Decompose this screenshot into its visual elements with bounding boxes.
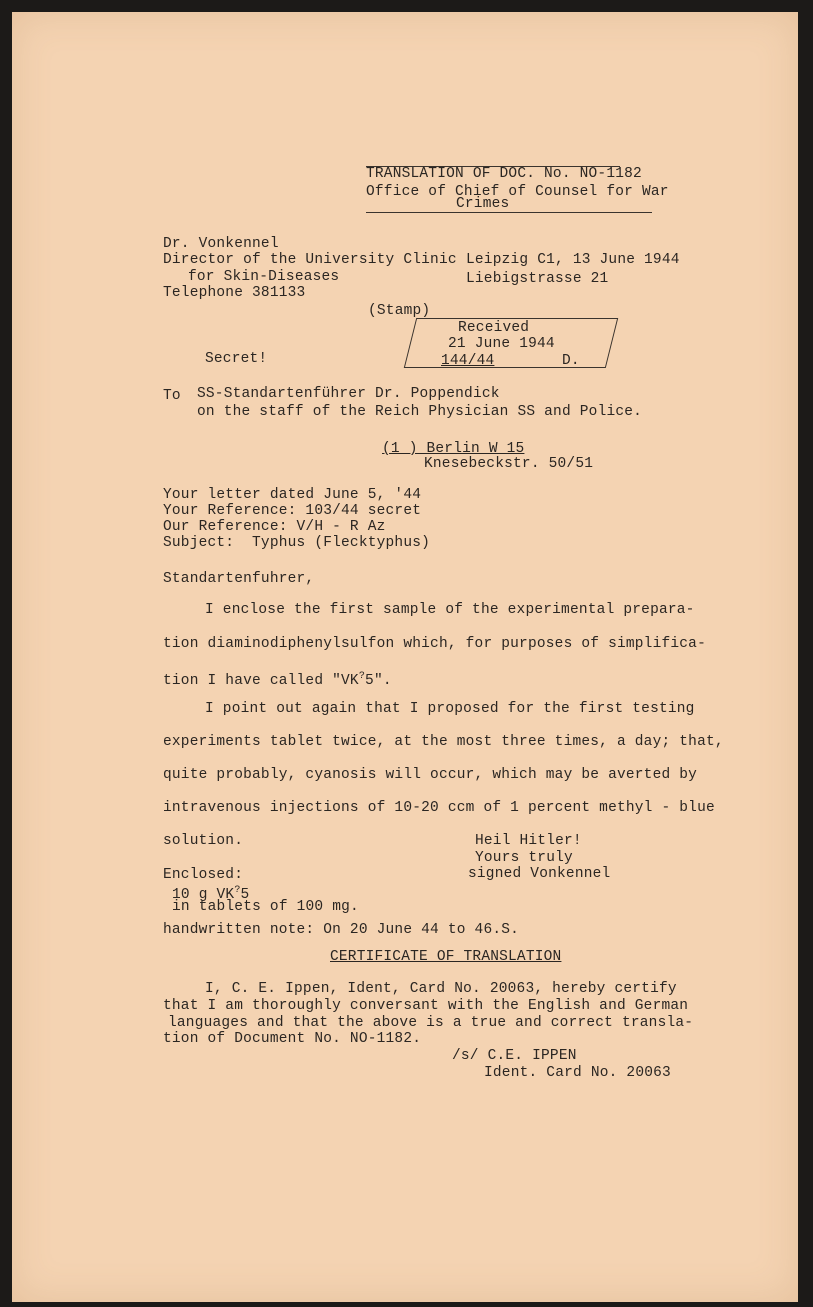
place-date: Leipzig C1, 13 June 1944 xyxy=(466,252,680,268)
enclosed-tablets: in tablets of 100 mg. xyxy=(172,899,359,915)
body-p2-line2: experiments tablet twice, at the most three times, a day; that, xyxy=(163,734,724,750)
sender-name: Dr. Vonkennel xyxy=(163,236,279,252)
header-crimes: Crimes xyxy=(456,196,510,212)
header-doc-number: TRANSLATION OF DOC. No. NO-1182 xyxy=(366,166,642,182)
certificate-line4: tion of Document No. NO-1182. xyxy=(163,1031,422,1047)
stamp-received: Received xyxy=(458,320,530,336)
recipient-name: SS-Standartenführer Dr. Poppendick xyxy=(197,386,500,402)
certificate-signature: /s/ C.E. IPPEN xyxy=(452,1048,577,1064)
secret-label: Secret! xyxy=(205,351,268,367)
stamp-number: 144/44 xyxy=(441,353,495,369)
closing-signed: signed Vonkennel xyxy=(468,866,611,882)
sender-title: Director of the University Clinic xyxy=(163,252,457,268)
recipient-city: (1 ) Berlin W 15 xyxy=(382,441,525,457)
body-p1-line3: tion I have called "VK?5". xyxy=(163,671,392,689)
stamp-suffix: D. xyxy=(562,353,580,369)
sender-phone: Telephone 381133 xyxy=(163,285,306,301)
ref-letter: Your letter dated June 5, '44 xyxy=(163,487,422,503)
body-p2-line4: intravenous injections of 10-20 ccm of 1 percent methyl - blue xyxy=(163,800,715,816)
body-p2-line1: I point out again that I proposed for the first testing xyxy=(205,701,695,717)
certificate-line1: I, C. E. Ippen, Ident, Card No. 20063, hereby certify xyxy=(205,981,677,997)
stamp-date: 21 June 1944 xyxy=(448,336,555,352)
ref-subject: Subject: Typhus (Flecktyphus) xyxy=(163,535,431,551)
certificate-line3: languages and that the above is a true and correct transla- xyxy=(168,1015,694,1031)
sender-department: for Skin-Diseases xyxy=(188,269,340,285)
certificate-title: CERTIFICATE OF TRANSLATION xyxy=(330,949,562,965)
header-bottom-rule xyxy=(366,212,652,213)
handwritten-note: handwritten note: On 20 June 44 to 46.S. xyxy=(163,922,520,938)
closing-heil: Heil Hitler! xyxy=(475,833,582,849)
closing-yours: Yours truly xyxy=(475,850,573,866)
ref-our: Our Reference: V/H - R Az xyxy=(163,519,386,535)
header-office: Office of Chief of Counsel for War xyxy=(366,184,669,200)
ref-your: Your Reference: 103/44 secret xyxy=(163,503,422,519)
enclosed-quantity: 10 g VK?5 xyxy=(172,885,250,903)
to-label: To xyxy=(163,388,181,404)
certificate-line2: that I am thoroughly conversant with the English and German xyxy=(163,998,689,1014)
body-p1-line2: tion diaminodiphenylsulfon which, for purposes of simplifica- xyxy=(163,636,706,652)
salutation: Standartenfuhrer, xyxy=(163,571,315,587)
recipient-street: Knesebeckstr. 50/51 xyxy=(424,456,594,472)
body-p2-line5: solution. xyxy=(163,833,244,849)
body-p2-line3: quite probably, cyanosis will occur, which may be averted by xyxy=(163,767,698,783)
document-page xyxy=(12,12,798,1302)
enclosed-label: Enclosed: xyxy=(163,867,244,883)
recipient-staff: on the staff of the Reich Physician SS and Police. xyxy=(197,404,643,420)
place-street: Liebigstrasse 21 xyxy=(466,271,609,287)
body-p1-line1: I enclose the first sample of the experimental prepara- xyxy=(205,602,695,618)
certificate-card: Ident. Card No. 20063 xyxy=(484,1065,671,1081)
stamp-label: (Stamp) xyxy=(368,303,431,319)
